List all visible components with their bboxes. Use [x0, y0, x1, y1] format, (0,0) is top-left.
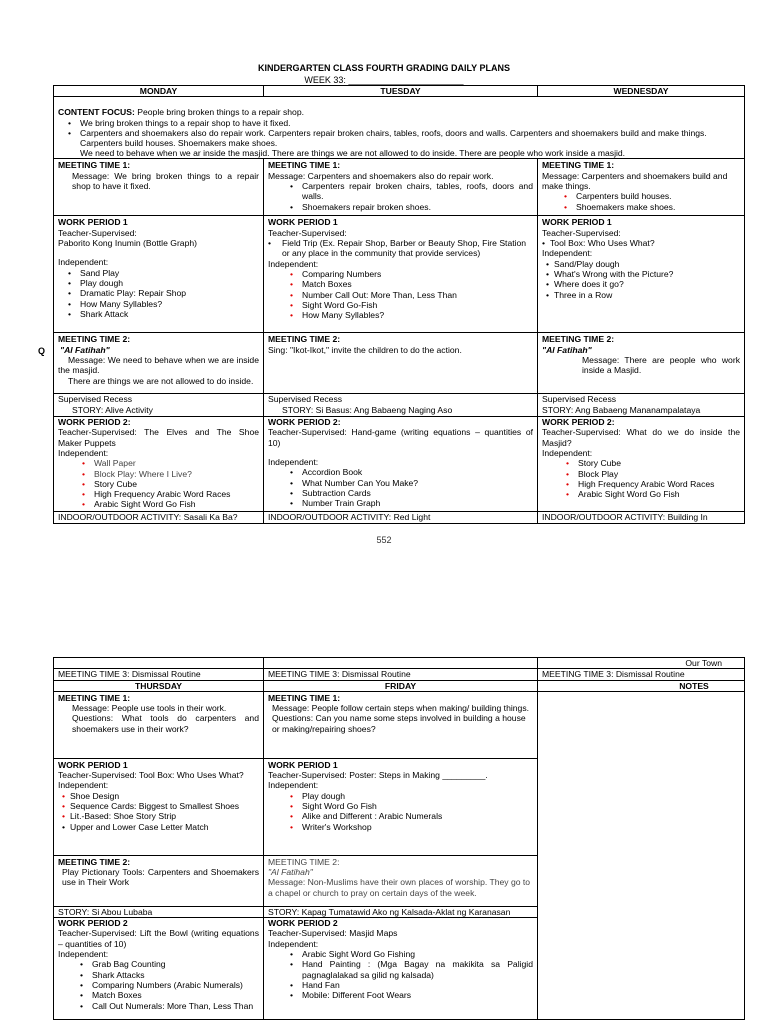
list-item: • Dramatic Play: Repair Shop [80, 288, 259, 298]
work-period-1-row [54, 216, 745, 333]
our-town-row [54, 658, 745, 669]
meeting-2-label-monday: MEETING TIME 2: [58, 334, 131, 345]
list-item: • High Frequency Arabic Word Races [578, 479, 740, 489]
meeting-1-label-thursday: MEETING TIME 1: [58, 692, 131, 703]
list-item: • Tool Box: Who Uses What? [550, 238, 740, 248]
work-2-label-friday: WORK PERIOD 2 [268, 918, 338, 929]
work-2-tuesday-list [268, 467, 533, 508]
day-header-friday: FRIDAY [264, 680, 538, 691]
meeting-time-1-row [54, 159, 745, 216]
meeting-1-tuesday-list [268, 181, 533, 212]
list-item: • Comparing Numbers (Arabic Numerals) [92, 980, 259, 990]
list-item: • Mobile: Different Foot Wears [302, 990, 533, 1000]
list-item: • Number Call Out: More Than, Less Than [302, 290, 533, 300]
page-title: KINDERGARTEN CLASS FOURTH GRADING DAILY PLANS [257, 63, 510, 73]
meeting-2-thursday-text: Play Pictionary Tools: Carpenters and Shoemakers use in Their Work [62, 867, 259, 888]
list-item: • What's Wrong with the Picture? [554, 269, 740, 279]
work-1-thursday-list [58, 791, 259, 822]
content-focus-item: • Carpenters and shoemakers also do repair work. Carpenters repair broken chairs, tables, roofs, doors and walls. Carpenters and shoemakers build and make things. Carpenters build houses. Shoemakers make shoes. [80, 128, 740, 149]
list-item: • Arabic Sight Word Go Fishing [302, 949, 533, 959]
story-monday: STORY: Alive Activity [72, 404, 153, 415]
work-2-label-monday: WORK PERIOD 2: [58, 417, 131, 428]
work-1-ind-label: Independent: [542, 248, 593, 259]
content-focus-list [58, 118, 740, 159]
list-item: • Call Out Numerals: More Than, Less Than [92, 1001, 259, 1011]
work-1-label-monday: WORK PERIOD 1 [58, 217, 128, 228]
list-item: • Shark Attacks [92, 970, 259, 980]
meeting-1-friday-questions: Questions: Can you name some steps involved in building a house or making/repairing shoes? [272, 713, 526, 734]
work-1-ind-label: Independent: [268, 780, 319, 791]
meeting-2-thursday-message [58, 867, 259, 888]
list-item: • Block Play: Where I Live? [94, 469, 259, 479]
day-header-row [54, 86, 745, 97]
list-item: • Arabic Sight Word Go Fish [578, 489, 740, 499]
work-2-ind-label: Independent: [268, 456, 319, 467]
list-item: • Arabic Sight Word Go Fish [94, 499, 259, 509]
list-item: • How Many Syllables? [302, 310, 533, 320]
top-plan-table [53, 85, 745, 524]
day-header-wednesday: WEDNESDAY [538, 86, 745, 97]
recess-label: Supervised Recess [58, 394, 133, 405]
work-1-friday-ts: Teacher-Supervised: Poster: Steps in Making _________. [268, 770, 488, 781]
meeting-2-wednesday-title: "Al Fatihah" [542, 344, 592, 355]
meeting-1-label-monday: MEETING TIME 1: [58, 160, 131, 171]
work-1-ts-label: Teacher-Supervised: [58, 227, 137, 238]
work-1-label-thursday: WORK PERIOD 1 [58, 759, 128, 770]
meeting-3-thursday: MEETING TIME 3: Dismissal Routine [58, 669, 201, 680]
work-1-label-friday: WORK PERIOD 1 [268, 759, 338, 770]
work-1-ind-label: Independent: [58, 257, 109, 268]
work-period-2-row [54, 417, 745, 512]
meeting-2-monday-message-2: There are things we are not allowed to do inside. [68, 375, 254, 386]
our-town-label: Our Town [685, 658, 722, 668]
work-2-ind-label: Independent: [542, 447, 593, 458]
list-item: • Story Cube [578, 458, 740, 468]
day-header-row [54, 680, 745, 691]
recess-label: Supervised Recess [542, 394, 617, 405]
list-item: • Sand/Play dough [554, 259, 740, 269]
week-label: WEEK 33: _______________________ [304, 75, 464, 85]
content-focus-item: • We need to behave when we ar inside the masjid. There are things we are not allowed to do inside. There are people who work inside a masjid. [80, 148, 740, 158]
story-tuesday: STORY: Si Basus: Ang Babaeng Naging Aso [282, 404, 453, 415]
list-item: • Carpenters build houses. [576, 191, 740, 201]
outdoor-activity-row [54, 511, 745, 523]
list-item: • Three in a Row [554, 290, 740, 300]
meeting-2-friday-title: "Al Fatihah" [268, 867, 313, 878]
list-item: • Writer's Workshop [302, 822, 533, 832]
work-2-label-thursday: WORK PERIOD 2 [58, 918, 128, 929]
list-item: • Where does it go? [554, 279, 740, 289]
page-number: 552 [376, 535, 392, 545]
work-1-ts-label: Teacher-Supervised: [268, 227, 347, 238]
list-item: • Carpenters repair broken chairs, tables, roofs, doors and walls. [302, 181, 533, 202]
work-1-monday-ts: Paborito Kong Inumin (Bottle Graph) [58, 238, 198, 249]
list-item: • Shoe Design [70, 791, 259, 801]
content-focus-label: CONTENT FOCUS: [58, 107, 135, 118]
work-1-tuesday-list [268, 269, 533, 320]
work-1-wednesday-ts-list [542, 238, 740, 248]
work-2-ind-label: Independent: [58, 949, 109, 960]
work-2-wednesday-list [542, 458, 740, 499]
story-wednesday: STORY: Ang Babaeng Mananampalataya [542, 404, 701, 415]
list-item: • Sequence Cards: Biggest to Smallest Shoes [70, 801, 259, 811]
day-header-thursday: THURSDAY [54, 680, 264, 691]
work-2-monday-list [58, 458, 259, 509]
day-header-tuesday: TUESDAY [264, 86, 538, 97]
work-1-friday-list [268, 791, 533, 832]
work-2-tuesday-ts: Teacher-Supervised: Hand-game (writing equations – quantities of 10) [268, 427, 533, 448]
work-2-friday-ts: Teacher-Supervised: Masjid Maps [268, 928, 398, 939]
meeting-2-label-thursday: MEETING TIME 2: [58, 856, 131, 867]
content-focus [58, 107, 740, 117]
outdoor-tuesday: INDOOR/OUTDOOR ACTIVITY: Red Light [268, 511, 431, 522]
list-item: • Sight Word Go Fish [302, 801, 533, 811]
meeting-time-2-row [54, 333, 745, 394]
work-1-label-wednesday: WORK PERIOD 1 [542, 217, 612, 228]
recess-label: Supervised Recess [268, 394, 343, 405]
notes-cell [538, 691, 745, 1019]
meeting-time-1-row [54, 691, 745, 758]
meeting-1-label-friday: MEETING TIME 1: [268, 692, 341, 703]
bottom-plan-table [53, 657, 745, 1020]
work-1-thursday-list-2 [58, 822, 259, 832]
list-item: • Story Cube [94, 479, 259, 489]
meeting-1-monday-message: Message: We bring broken things to a repair shop to have it fixed. [72, 170, 259, 192]
meeting-1-thursday-questions: Questions: What tools do carpenters and shoemakers use in their work? [72, 713, 259, 734]
work-1-thursday-ts: Teacher-Supervised: Tool Box: Who Uses What? [58, 770, 244, 781]
meeting-1-tuesday-message: Message: Carpenters and shoemakers also do repair work. [268, 170, 494, 181]
meeting-1-wednesday-message: Message: Carpenters and shoemakers build and make things. [542, 170, 728, 192]
list-item: • Hand Fan [302, 980, 533, 990]
day-header-monday: MONDAY [54, 86, 264, 97]
list-item: • High Frequency Arabic Word Races [94, 489, 259, 499]
list-item: • What Number Can You Make? [302, 478, 533, 488]
margin-mark: Q [38, 346, 46, 356]
work-1-ind-label: Independent: [268, 258, 319, 269]
list-item: • Lit.-Based: Shoe Story Strip [70, 811, 259, 821]
recess-row [54, 394, 745, 417]
meeting-3-row [54, 669, 745, 680]
work-2-thursday-list [58, 959, 259, 1010]
meeting-1-thursday-message: Message: People use tools in their work. [72, 703, 227, 714]
story-friday: STORY: Kapag Tumatawid Ako ng Kalsada-Aklat ng Karanasan [268, 906, 511, 917]
content-focus-text: People bring broken things to a repair shop. [137, 107, 304, 118]
list-item: • Match Boxes [92, 990, 259, 1000]
meeting-2-label-tuesday: MEETING TIME 2: [268, 334, 341, 345]
work-2-thursday-ts: Teacher-Supervised: Lift the Bowl (writing equations – quantities of 10) [58, 928, 259, 949]
content-focus-item: • We bring broken things to a repair shop to have it fixed. [80, 118, 740, 128]
list-item: • Block Play [578, 469, 740, 479]
work-1-ind-label: Independent: [58, 780, 109, 791]
list-item: • Match Boxes [302, 279, 533, 289]
outdoor-wednesday: INDOOR/OUTDOOR ACTIVITY: Building In [542, 511, 708, 522]
list-item: • Shoemakers repair broken shoes. [302, 202, 533, 212]
content-focus-row [54, 97, 745, 159]
list-item: • How Many Syllables? [80, 299, 259, 309]
meeting-3-wednesday: MEETING TIME 3: Dismissal Routine [542, 669, 685, 680]
meeting-2-label-friday: MEETING TIME 2: [268, 856, 340, 867]
list-item: • Hand Painting : (Mga Bagay na makikita sa Paligid pagnaglalakad sa gilid ng kalsada) [302, 959, 533, 980]
meeting-2-friday-message: Message: Non-Muslims have their own places of worship. They go to a chapel or church to pray on certain days of the week. [268, 877, 531, 898]
list-item: • Upper and Lower Case Letter Match [70, 822, 259, 832]
work-1-wednesday-list [542, 259, 740, 300]
work-2-monday-ts: Teacher-Supervised: The Elves and The Shoe Maker Puppets [58, 427, 259, 448]
list-item: • Subtraction Cards [302, 488, 533, 498]
list-item: • Comparing Numbers [302, 269, 533, 279]
list-item: • Sand Play [80, 268, 259, 278]
meeting-2-monday-title: "Al Fatihah" [60, 344, 110, 355]
meeting-1-label-wednesday: MEETING TIME 1: [542, 160, 615, 171]
list-item: • Accordion Book [302, 467, 533, 477]
work-1-monday-list [58, 268, 259, 319]
list-item: • Alike and Different : Arabic Numerals [302, 811, 533, 821]
list-item: • Play dough [80, 278, 259, 288]
list-item: • Shoemakers make shoes. [576, 202, 740, 212]
meeting-2-tuesday-message: Sing: "Ikot-Ikot," invite the children to do the action. [268, 344, 462, 355]
meeting-3-friday: MEETING TIME 3: Dismissal Routine [268, 669, 411, 680]
list-item: • Wall Paper [94, 458, 259, 468]
work-1-ts-label: Teacher-Supervised: [542, 227, 621, 238]
list-item: • Grab Bag Counting [92, 959, 259, 969]
list-item: • Field Trip (Ex. Repair Shop, Barber or Beauty Shop, Fire Station or any place in the community that provide services) [276, 238, 533, 259]
day-header-notes: NOTES [538, 680, 745, 691]
work-2-ind-label: Independent: [58, 447, 109, 458]
meeting-2-label-wednesday: MEETING TIME 2: [542, 334, 615, 345]
list-item: • Number Train Graph [302, 498, 533, 508]
work-2-friday-list [268, 949, 533, 1000]
outdoor-monday: INDOOR/OUTDOOR ACTIVITY: Sasali Ka Ba? [58, 511, 238, 522]
meeting-1-wednesday-list [542, 191, 740, 212]
meeting-2-monday-message: Message: We need to behave when we are inside the masjid. [58, 355, 259, 376]
work-1-label-tuesday: WORK PERIOD 1 [268, 217, 338, 228]
work-1-tuesday-ts-list [268, 238, 533, 259]
list-item: • Play dough [302, 791, 533, 801]
meeting-1-label-tuesday: MEETING TIME 1: [268, 160, 341, 171]
list-item: • Shark Attack [80, 309, 259, 319]
work-2-label-tuesday: WORK PERIOD 2: [268, 417, 341, 428]
meeting-2-wednesday-message: Message: There are people who work inside a Masjid. [582, 355, 740, 376]
work-2-ind-label: Independent: [268, 938, 319, 949]
meeting-1-friday-message: Message: People follow certain steps when making/ building things. [272, 703, 530, 714]
story-thursday: STORY: Si Abou Lubaba [58, 906, 153, 917]
work-2-label-wednesday: WORK PERIOD 2: [542, 417, 615, 428]
list-item: • Sight Word Go-Fish [302, 300, 533, 310]
work-2-wednesday-ts: Teacher-Supervised: What do we do inside the Masjid? [542, 427, 740, 448]
